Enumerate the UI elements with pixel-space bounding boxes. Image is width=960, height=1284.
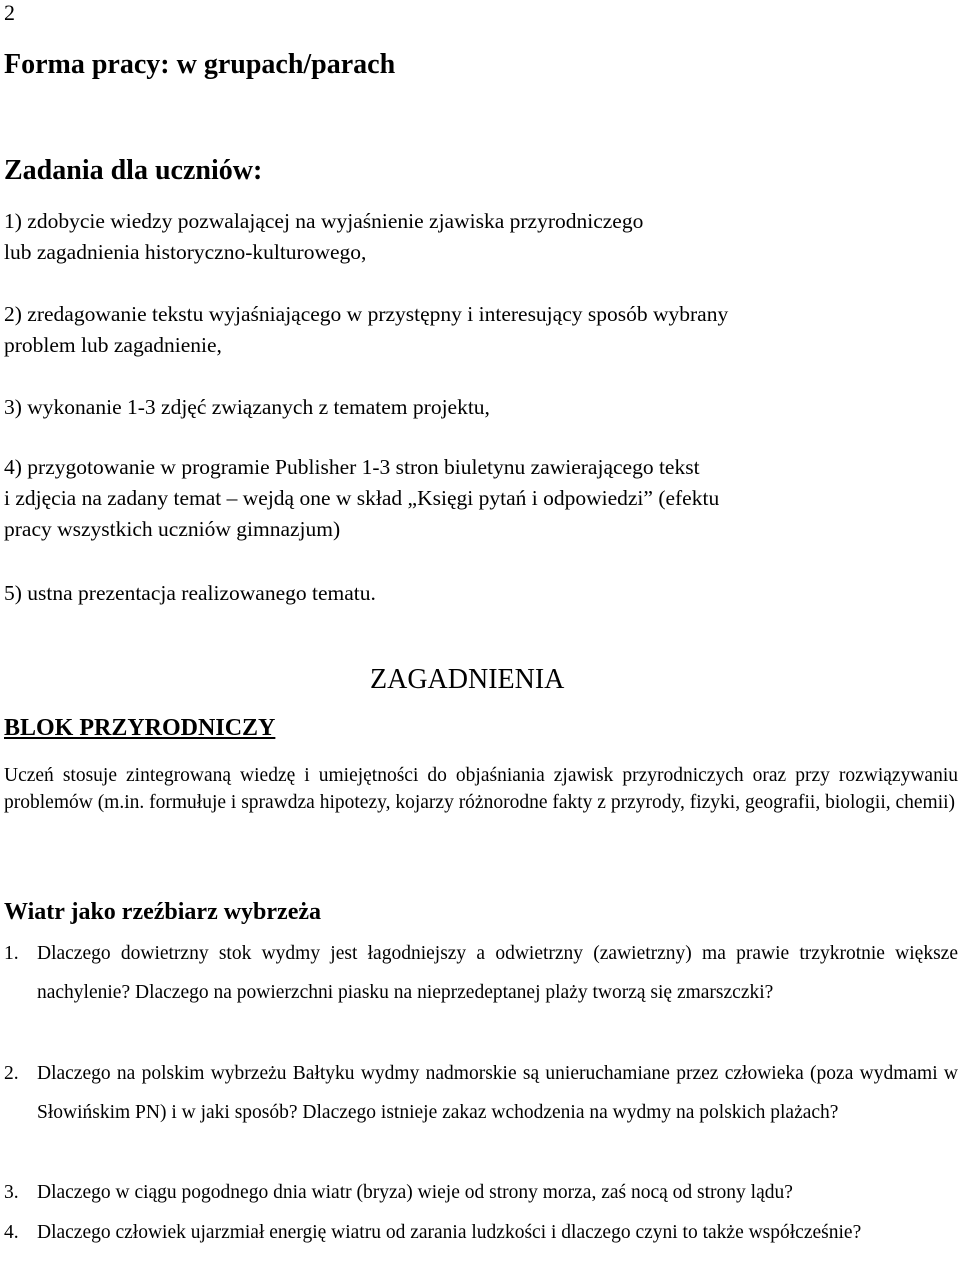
question-number: 1. <box>4 943 19 964</box>
question-item <box>4 934 958 1012</box>
form-heading: Forma pracy: w grupach/parach <box>4 49 396 80</box>
task-line: i zdjęcia na zadany temat – wejdą one w skład „Księgi pytań i odpowiedzi” (efektu <box>4 486 720 510</box>
question-text: Dlaczego na polskim wybrzeżu Bałtyku wydmy nadmorskie są unieruchamiane przez człowieka (poza wydmami w Słowińskim PN) i w jaki sposób? Dlaczego istnieje zakaz wchodzenia na wydmy na polskich plażach? <box>37 1063 958 1123</box>
question-item <box>4 1213 958 1252</box>
task-line: 5) ustna prezentacja realizowanego tematu. <box>4 581 376 605</box>
task-item <box>4 452 958 545</box>
question-text: Dlaczego dowietrzny stok wydmy jest łagodniejszy a odwietrzny (zawietrzny) ma prawie trzykrotnie większe nachylenie? Dlaczego na powierzchni piasku na nieprzedeptanej plaży tworzą się zmarszczki? <box>37 943 958 1003</box>
task-line: 2) zredagowanie tekstu wyjaśniającego w przystępny i interesujący sposób wybrany <box>4 302 729 326</box>
zagadnienia-heading: ZAGADNIENIA <box>370 664 565 695</box>
task-item <box>4 578 958 609</box>
task-line: 1) zdobycie wiedzy pozwalającej na wyjaśnienie zjawiska przyrodniczego <box>4 209 644 233</box>
task-line: 4) przygotowanie w programie Publisher 1-3 stron biuletynu zawierającego tekst <box>4 455 700 479</box>
blok-description: Uczeń stosuje zintegrowaną wiedzę i umiejętności do objaśniania zjawisk przyrodniczych oraz przy rozwiązywaniu problemów (m.in. formułuje i sprawdza hipotezy, kojarzy różnorodne fakty z przyrody, fizyki, geografii, biologii, chemii) <box>4 765 958 813</box>
blok-heading: BLOK PRZYRODNICZY <box>4 715 276 741</box>
question-item <box>4 1054 958 1132</box>
question-number: 4. <box>4 1222 19 1243</box>
question-number: 2. <box>4 1063 19 1084</box>
tasks-heading: Zadania dla uczniów: <box>4 155 263 186</box>
page-number: 2 <box>4 0 15 25</box>
task-line: 3) wykonanie 1-3 zdjęć związanych z tematem projektu, <box>4 395 490 419</box>
task-item <box>4 392 958 423</box>
question-number: 3. <box>4 1182 19 1203</box>
section-title: Wiatr jako rzeźbiarz wybrzeża <box>4 899 322 925</box>
question-item <box>4 1173 958 1212</box>
task-item <box>4 299 958 361</box>
task-line: problem lub zagadnienie, <box>4 333 222 357</box>
question-text: Dlaczego człowiek ujarzmiał energię wiatru od zarania ludzkości i dlaczego czyni to także współcześnie? <box>37 1222 862 1243</box>
task-line: lub zagadnienia historyczno-kulturowego, <box>4 240 367 264</box>
task-item <box>4 206 958 268</box>
task-line: pracy wszystkich uczniów gimnazjum) <box>4 517 341 541</box>
question-text: Dlaczego w ciągu pogodnego dnia wiatr (bryza) wieje od strony morza, zaś nocą od strony lądu? <box>37 1182 793 1203</box>
